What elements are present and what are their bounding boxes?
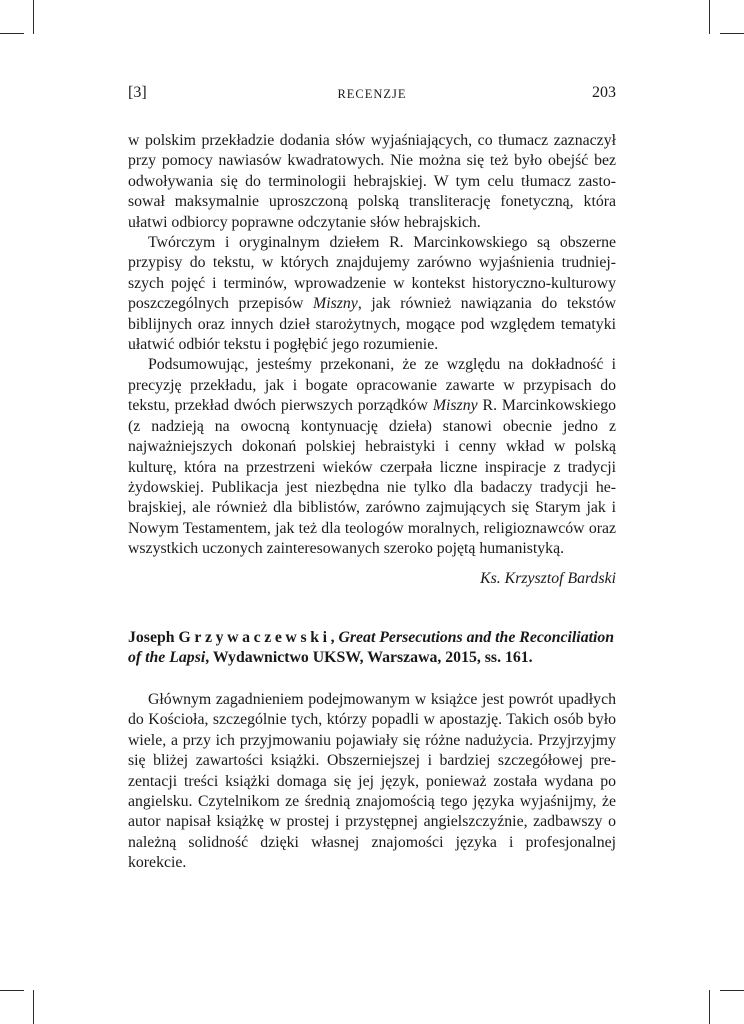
book-citation: [128, 628, 616, 669]
paragraph: Twórczym i oryginalnym dziełem R. Marcinkowskiego są obszerne przypisy do tekstu, w których znajdujemy zarówno wyjaśnienia trudniejszych pojęć i terminów, wprowadzenie w kontekst historyczno-kulturowy poszczególnych przepisów Miszny, jak również nawiązania do tekstów biblijnych oraz innych dzieł starożytnych, mogące pod względem tematyki ułatwić odbiór tekstu i pogłębić jego rozumienie.: [128, 234, 616, 354]
author-first-name: Joseph: [128, 629, 175, 646]
publisher-info: , Wydawnictwo UKSW, Warszawa, 2015, ss. 161.: [205, 649, 533, 667]
book-title: Great Persecutions and the Reconciliation of the Lapsi: [128, 629, 615, 667]
crop-mark-bottom-right-h: [720, 990, 744, 991]
page-number: 203: [592, 84, 616, 101]
italic-term: Miszny: [313, 295, 358, 313]
crop-mark-top-right-v: [709, 0, 710, 34]
paragraph: Podsumowując, jesteśmy przekonani, że ze względu na dokładność i precyzję przekładu, jak i bogate opracowanie zawarte w przypisach do tekstu, przekład dwóch pierwszych porządków Miszny R. Marcinkowskiego (z nadzieją na owocną kontynuację dzieła) stanowi obecnie jedno z najważniejszych dokonań polskiej hebraistyki i cenny wkład w polską kulturę, która na przestrzeni wieków czerpała liczne inspiracje z tradycji żydowskiej. Publikacja jest niezbędna nie tylko dla badaczy tradycji hebrajskiej, ale również dla biblistów, zarówno zajmujących się Starym jak i Nowym Testamentem, jak też dla teologów moralnych, religioznawców oraz wszystkich uczonych zainteresowanych szeroko pojętą humanistyką.: [128, 356, 616, 558]
crop-mark-bottom-left-v: [33, 990, 34, 1024]
crop-mark-top-left-v: [33, 0, 34, 34]
crop-mark-top-left-h: [0, 33, 24, 34]
citation-comma: ,: [330, 629, 339, 646]
paragraph: Głównym zagadnieniem podejmowanym w książce jest powrót upadłych do Kościoła, szczególnie tych, którzy popadli w apostazję. Takich osób było wiele, a przy ich przyjmowaniu pojawiały się różne nadużycia. Przyjrzyjmy się bliżej zawartości książki. Obszerniejszej i bardziej szczegółowej prezentacji treści książki domaga się jej język, ponieważ została wydana po angielsku. Czytelnikom ze średnią znajomością tego języka wyjaśnijmy, że autor napisał książkę w prostej i przystępnej angielszczyźnie, zadbawszy o należną solidność dzięki własnej znajomości języka i profesjonalnej korekcie.: [128, 691, 616, 872]
review-2-body: [128, 690, 616, 874]
page-ref: [3]: [128, 84, 147, 101]
reviewer-signature: Ks. Krzysztof Bardski: [480, 570, 616, 587]
paragraph: w polskim przekładzie dodania słów wyjaśniających, co tłumacz zaznaczył przy pomocy nawiasów kwadratowych. Nie można się też było obejść bez odwoływania się do terminologii hebrajskiej. W tym celu tłumacz zastosował maksymalnie uproszczoną polską transliterację fonetyczną, która ułatwi odbiorcy poprawne odczytanie słów hebrajskich.: [128, 132, 616, 231]
italic-term: Miszny: [432, 397, 478, 415]
running-header: [128, 84, 616, 106]
review-1-body: [128, 131, 616, 560]
section-title: RECENZJE: [337, 87, 407, 101]
crop-mark-bottom-right-v: [709, 990, 710, 1024]
crop-mark-top-right-h: [720, 33, 744, 34]
author-last-name: Grzywaczewski: [178, 629, 331, 646]
crop-mark-bottom-left-h: [0, 990, 24, 991]
